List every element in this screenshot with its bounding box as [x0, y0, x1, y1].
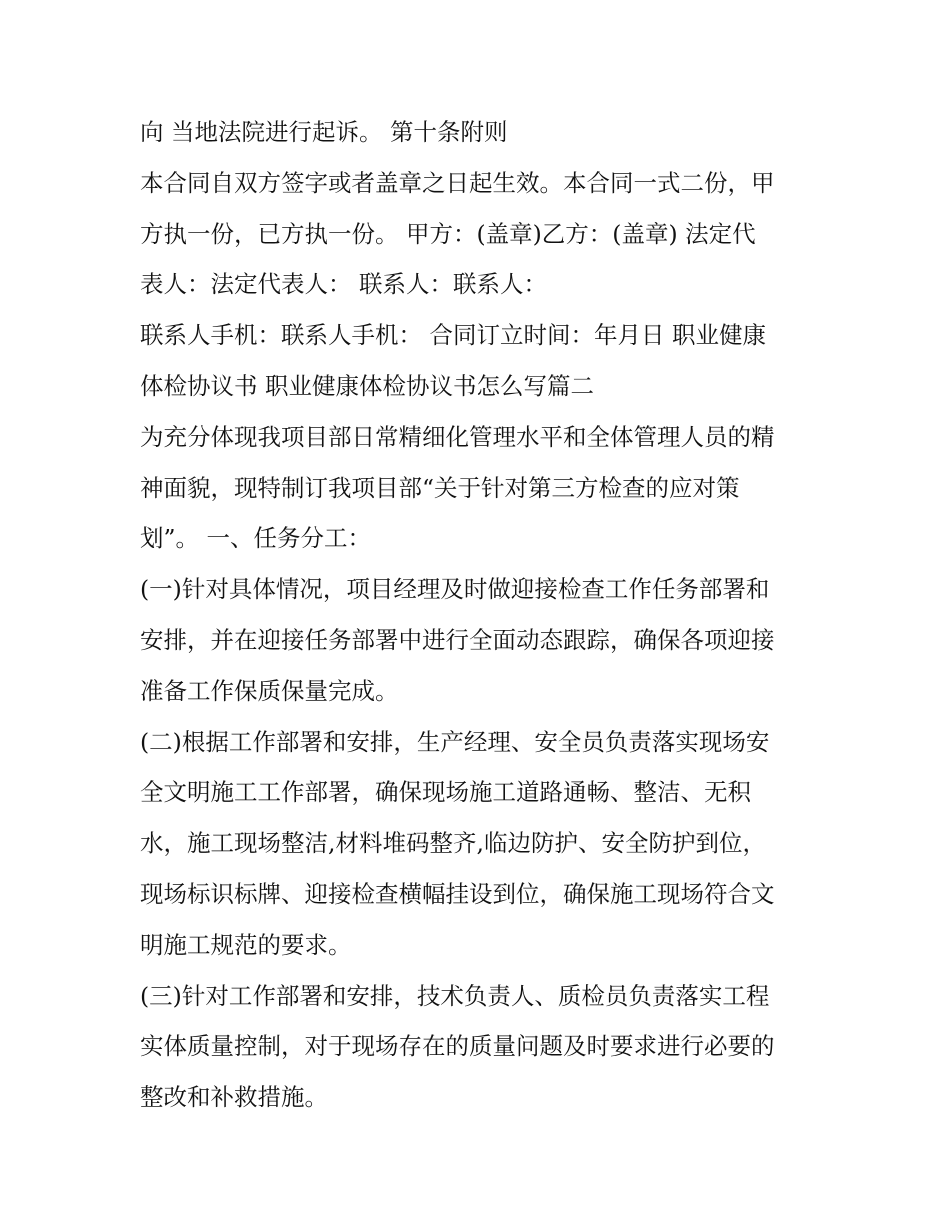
text-line: 本合同自双方签字或者盖章之日起生效。本合同一式二份，甲	[140, 168, 775, 197]
text-line: 明施工规范的要求。	[140, 930, 352, 959]
text-line: 现场标识标牌、迎接检查横幅挂设到位，确保施工现场符合文	[140, 879, 775, 908]
document-body	[140, 107, 820, 1123]
text-line: 水，施工现场整洁,材料堆码整齐,临边防护、安全防护到位，	[140, 829, 766, 858]
text-line: 准备工作保质保量完成。	[140, 676, 399, 705]
text-line: 为充分体现我项目部日常精细化管理水平和全体管理人员的精	[140, 422, 775, 451]
text-line: 体检协议书 职业健康体检协议书怎么写篇二	[140, 371, 594, 400]
text-line: 安排，并在迎接任务部署中进行全面动态跟踪，确保各项迎接	[140, 625, 775, 654]
text-line: (二)根据工作部署和安排，生产经理、安全员负责落实现场安	[140, 727, 770, 756]
text-line: 方执一份，已方执一份。 甲方：(盖章)乙方：(盖章) 法定代	[140, 219, 756, 248]
text-line: 向 当地法院进行起诉。 第十条附则	[140, 118, 508, 146]
text-line: 神面貌，现特制订我项目部“关于针对第三方检查的应对策	[140, 473, 740, 502]
text-line: (三)针对工作部署和安排，技术负责人、质检员负责落实工程	[140, 981, 770, 1010]
text-line: (一)针对具体情况，项目经理及时做迎接检查工作任务部署和	[140, 575, 770, 604]
text-line: 联系人手机：联系人手机： 合同订立时间：年月日 职业健康	[140, 321, 766, 350]
text-line: 表人：法定代表人： 联系人：联系人：	[140, 270, 547, 299]
text-line: 划”。 一、任务分工：	[140, 524, 371, 553]
text-line: 实体质量控制，对于现场存在的质量问题及时要求进行必要的	[140, 1032, 775, 1061]
text-line: 全文明施工工作部署，确保现场施工道路通畅、整洁、无积	[140, 778, 751, 807]
text-line: 整改和补救措施。	[140, 1083, 328, 1112]
